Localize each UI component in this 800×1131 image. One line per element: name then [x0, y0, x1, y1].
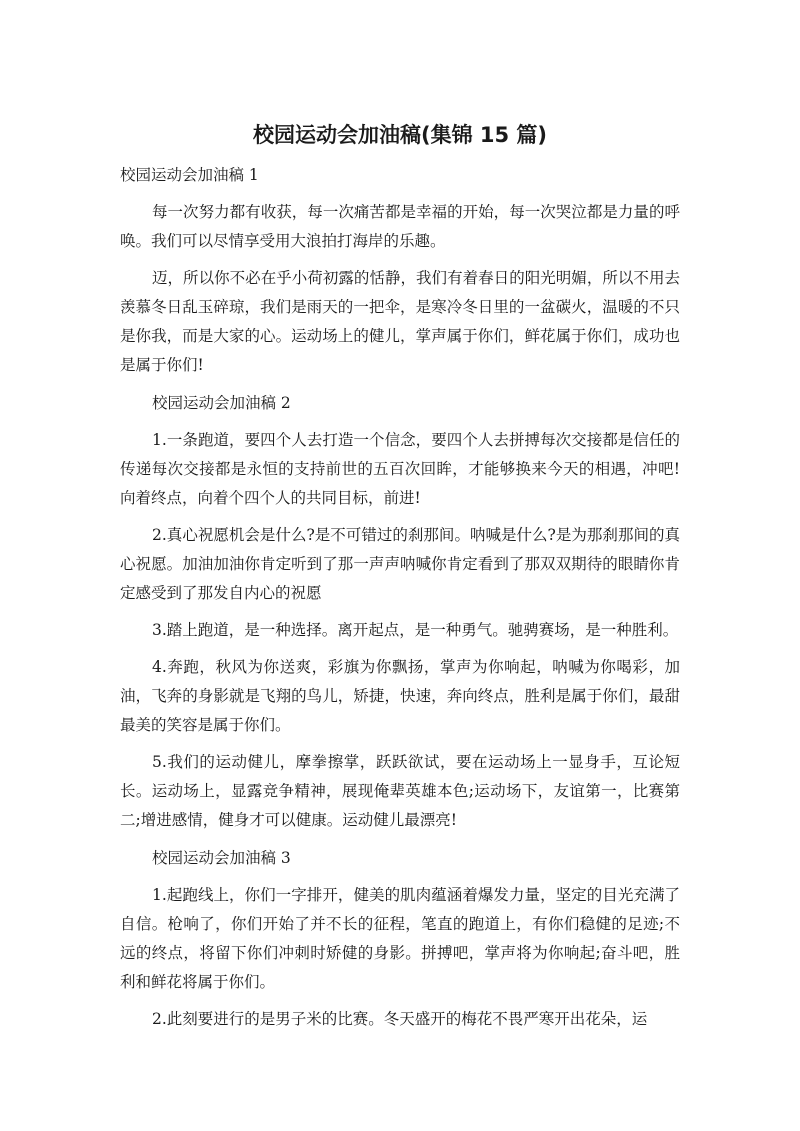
paragraph: 1.一条跑道，要四个人去打造一个信念，要四个人去拼搏每次交接都是信任的传递每次交接都是永恒的支持前世的五百次回眸，才能够换来今天的相遇，冲吧!向着终点，向着个四个人的共同目标，前进! [120, 431, 680, 507]
document-body [120, 160, 680, 1042]
paragraph: 1.起跑线上，你们一字排开，健美的肌肉蕴涵着爆发力量，坚定的目光充满了自信。枪响了，你们开始了并不长的征程，笔直的跑道上，有你们稳健的足迹;不远的终点，将留下你们冲刺时矫健的身影。拼搏吧，掌声将为你响起;奋斗吧，胜利和鲜花将属于你们。 [120, 886, 680, 991]
document-title: 校园运动会加油稿(集锦 15 篇) [252, 123, 548, 147]
section-heading: 校园运动会加油稿 3 [152, 849, 291, 867]
section-heading: 校园运动会加油稿 1 [120, 166, 259, 184]
paragraph: 迈，所以你不必在乎小荷初露的恬静，我们有着春日的阳光明媚，所以不用去羡慕冬日乱玉碎琼，我们是雨天的一把伞，是寒冷冬日里的一盆碳火，温暖的不只是你我，而是大家的心。运动场上的健儿，掌声属于你们，鲜花属于你们，成功也是属于你们! [120, 269, 680, 374]
paragraph: 3.踏上跑道，是一种选择。离开起点，是一种勇气。驰骋赛场，是一种胜利。 [152, 621, 679, 639]
paragraph: 2.此刻要进行的是男子米的比赛。冬天盛开的梅花不畏严寒开出花朵，运 [152, 1010, 648, 1028]
paragraph: 4.奔跑，秋风为你送爽，彩旗为你飘扬，掌声为你响起，呐喊为你喝彩，加油，飞奔的身影就是飞翔的鸟儿，矫捷，快速，奔向终点，胜利是属于你们，最甜最美的笑容是属于你们。 [120, 658, 680, 734]
section-heading: 校园运动会加油稿 2 [152, 394, 291, 412]
paragraph: 每一次努力都有收获，每一次痛苦都是幸福的开始，每一次哭泣都是力量的呼唤。我们可以尽情享受用大浪拍打海岸的乐趣。 [120, 203, 680, 250]
paragraph: 2.真心祝愿机会是什么?是不可错过的刹那间。呐喊是什么?是为那刹那间的真心祝愿。加油加油你肯定听到了那一声声呐喊你肯定看到了那双双期待的眼睛你肯定感受到了那发自内心的祝愿 [120, 526, 680, 602]
paragraph: 5.我们的运动健儿，摩拳擦掌，跃跃欲试，要在运动场上一显身手，互论短长。运动场上，显露竞争精神，展现俺辈英雄本色;运动场下，友谊第一，比赛第二;增进感情，健身才可以健康。运动健儿最漂亮! [120, 753, 680, 829]
